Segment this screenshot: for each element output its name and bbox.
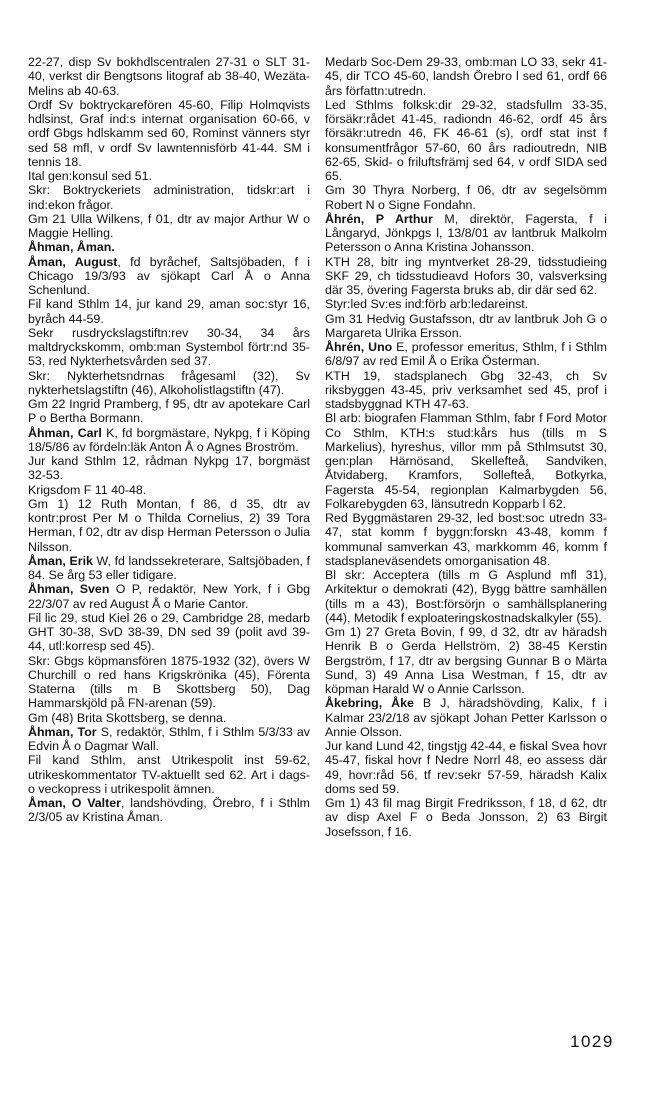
entry-paragraph: Krigsdom F 11 40-48. (28, 482, 147, 497)
entry-headword: Åhman, Åman. (28, 240, 115, 255)
entry-paragraph: Skr: Gbgs köpmansfören 1875-1932 (32), övers W Churchill o red hans Krigskrönika (45), Förenta Staterna (tills m B Skottsberg 50), Dag Hammarskjöld på FN-arenan (59). (28, 653, 310, 711)
entry-paragraph: Gm 30 Thyra Norberg, f 06, dtr av segelsömm Robert N o Signe Fondahn. (325, 183, 607, 212)
right-column (325, 55, 607, 839)
entry-paragraph: Gm 21 Ulla Wilkens, f 01, dtr av major Arthur W o Maggie Helling. (28, 211, 310, 240)
entry-paragraph: Ital gen:konsul sed 51. (28, 169, 152, 183)
entry-paragraph: KTH 28, bitr ing myntverket 28-29, tidsstudieing SKF 29, ch tidsstudieavd Hofors 30, valsverksing där 35, övering Fagersta bruks ab, dir där sed 62. (325, 254, 607, 297)
entry-paragraph: 22-27, disp Sv bokhdlscentralen 27-31 o SLT 31-40, verkst dir Bengtsons litograf ab 38-40, Wezäta-Melins ab 40-63. (28, 55, 310, 98)
entry-paragraph: Led Sthlms folksk:dir 29-32, stadsfullm 33-35, försäkr:rådet 41-45, radiondn 46-62, ordf 45 års försäkr:utredn 46, FK 46-61 (s), ordf stat inst f konsumentfrågor 57-60, 60 års radioutredn, NIB 62-65, Skid- o friluftsfrämj sed 64, v ordf SIDA sed 65. (325, 97, 607, 183)
entry-headword: Åhrén, Uno (325, 340, 393, 354)
entry-paragraph: Sekr rusdryckslagstiftn:rev 30-34, 34 års maltdryckskomm, omb:man Systembol förtr:nd 35-53, red Nykterhetsvården sed 37. (28, 325, 310, 369)
entry-paragraph: Jur kand Sthlm 12, rådman Nykpg 17, borgmäst 32-53. (28, 454, 310, 483)
entry-headword: Åman, O Valter (28, 796, 121, 810)
entry-paragraph: Åkebring, Åke B J, häradshövding, Kalix, f i Kalmar 23/2/18 av sjökapt Johan Petter Karlsson o Annie Olsson. (325, 696, 607, 739)
entry-paragraph: Gm 1) 27 Greta Bovin, f 99, d 32, dtr av häradsh Henrik B o Gerda Hellström, 2) 38-45 Kerstin Bergström, f 17, dtr av bergsing Gunnar B o Märta Sund, 3) 49 Anna Lisa Westman, f 15, dtr av köpman Harald W o Annie Carlsson. (325, 625, 607, 696)
entry-paragraph: Red Byggmästaren 29-32, led bost:soc utredn 33-47, stat komm f byggn:forskn 43-48, komm f kommunal samverkan 43, markkomm 46, komm f stadsplaneväsendets omorganisation 48. (325, 511, 607, 568)
entry-paragraph (28, 240, 310, 254)
entry-paragraph: Åman, O Valter, landshövding, Örebro, f i Sthlm 2/3/05 av Kristina Åman. (28, 796, 310, 825)
entry-paragraph: Åhman, Tor S, redaktör, Sthlm, f i Sthlm 5/3/33 av Edvin Å o Dagmar Wall. (28, 724, 311, 753)
entry-paragraph: Fil kand Sthlm, anst Utrikespolit inst 59-62, utrikeskommentator TV-aktuellt sed 62. Art i dags- o veckopress i utrikespolit ämnen. (28, 753, 310, 796)
entry-paragraph: Fil lic 29, stud Kiel 26 o 29, Cambridge 28, medarb GHT 30-38, SvD 38-39, DN sed 39 (polit avd 39-44, utl:korresp sed 45). (28, 610, 310, 654)
entry-headword: Åhrén, P Arthur (325, 211, 433, 226)
entry-paragraph: Gm 22 Ingrid Pramberg, f 95, dtr av apotekare Carl P o Bertha Bormann. (28, 397, 310, 426)
entry-headword: Åman, Erik (28, 553, 93, 568)
page-number: 1029 (570, 1032, 614, 1051)
entry-paragraph: Ordf Sv boktryckarefören 45-60, Filip Holmqvists hdlsinst, Graf ind:s internat organisation 60-66, v ordf Gbgs hdlskamm sed 60, Rominst vänners styr sed 58 mfl, v ordf Sv lawntennisförb 41-44. SM i tennis 18. (28, 97, 310, 169)
entry-paragraph: Bl skr: Acceptera (tills m G Asplund mfl 31), Arkitektur o demokrati (42), Bygg bättre samhällen (tills m a 43), Bost:försörjn o samhällsplanering (44), Metodik f exploateringskostnadskalkyler (55). (325, 568, 607, 625)
entry-paragraph: Jur kand Lund 42, tingstjg 42-44, e fiskal Svea hovr 45-47, fiskal hovr f Nedre Norrl 48, eo assess där 49, hovr:råd 56, tf rev:sekr 57-59, häradsh Kalix doms sed 59. (325, 739, 607, 796)
entry-paragraph: Fil kand Sthlm 14, jur kand 29, aman soc:styr 16, byråch 44-59. (28, 297, 310, 326)
entry-paragraph: Gm (48) Brita Skottsberg, se denna. (28, 710, 227, 725)
entry-paragraph: Skr: Nykterhetsndrnas frågesaml (32), Sv nykterhetslagstiftn (46), Alkoholistlagstiftn (47). (28, 368, 310, 397)
entry-paragraph: Åman, August, fd byråchef, Saltsjöbaden, f i Chicago 19/3/93 av sjökapt Carl Å o Anna Schenlund. (28, 254, 310, 297)
entry-headword: Åkebring, Åke (325, 696, 414, 711)
entry-headword: Åhman, Sven (28, 582, 110, 597)
left-column (28, 55, 310, 825)
entry-paragraph: Gm 1) 12 Ruth Montan, f 86, d 35, dtr av kontr:prost Per M o Thilda Cornelius, 2) 39 Tora Herman, f 02, dtr av disp Herman Petersson o Julia Nilsson. (28, 496, 310, 554)
entry-paragraph: Skr: Boktryckeriets administration, tidskr:art i ind:ekon frågor. (28, 183, 310, 212)
entry-paragraph: Medarb Soc-Dem 29-33, omb:man LO 33, sekr 41-45, dir TCO 45-60, landsh Örebro l sed 61, ordf 66 års författn:utredn. (325, 55, 607, 98)
entry-paragraph: Åhman, Carl K, fd borgmästare, Nykpg, f i Köping 18/5/86 av fördeln:läk Anton Å o Agnes Broström. (28, 425, 311, 454)
entry-paragraph: Åhrén, Uno E, professor emeritus, Sthlm, f i Sthlm 6/8/97 av red Emil Å o Erika Österman. (325, 340, 607, 369)
entry-paragraph: Åhman, Sven O P, redaktör, New York, f i Gbg 22/3/07 av red August Å o Marie Cantor. (28, 582, 310, 611)
entry-paragraph: Åman, Erik W, fd landssekreterare, Saltsjöbaden, f 84. Se årg 53 eller tidigare. (28, 553, 311, 582)
entry-headword: Åhman, Carl (28, 425, 102, 440)
entry-headword: Åhman, Tor (28, 724, 97, 739)
entry-paragraph: Åhrén, P Arthur M, direktör, Fagersta, f i Långaryd, Jönkpgs l, 13/8/01 av lantbruk Malkolm Petersson o Anna Kristina Johansson. (325, 211, 608, 255)
entry-paragraph: Gm 31 Hedvig Gustafsson, dtr av lantbruk Joh G o Margareta Ulrika Ersson. (325, 311, 607, 340)
entry-paragraph: Styr:led Sv:es ind:förb arb:ledareinst. (325, 297, 529, 312)
entry-headword: Åman, August (28, 254, 118, 269)
entry-paragraph: Bl arb: biografen Flamman Sthlm, fabr f Ford Motor Co Sthlm, KTH:s stud:kårs hus (tills m S Markelius), hyreshus, villor mm på Sthlmsutst 30, gen:plan Härnösand, Skellefteå, Sandviken, Åtvidaberg, Kramfors, Sollefteå, Botkyrka, Fagersta 45-54, regionplan Kalmarbygden 56, Folkarebygden 63, länsutredn Kopparb l 62. (325, 411, 607, 511)
entry-paragraph: KTH 19, stadsplanech Gbg 32-43, ch Sv riksbyggen 43-45, priv verksamhet sed 45, prof i stadsbyggnad KTH 47-63. (325, 368, 607, 411)
entry-paragraph: Gm 1) 43 fil mag Birgit Fredriksson, f 18, d 62, dtr av disp Axel F o Beda Jonsson, 2) 63 Birgit Josefsson, f 16. (325, 796, 607, 839)
